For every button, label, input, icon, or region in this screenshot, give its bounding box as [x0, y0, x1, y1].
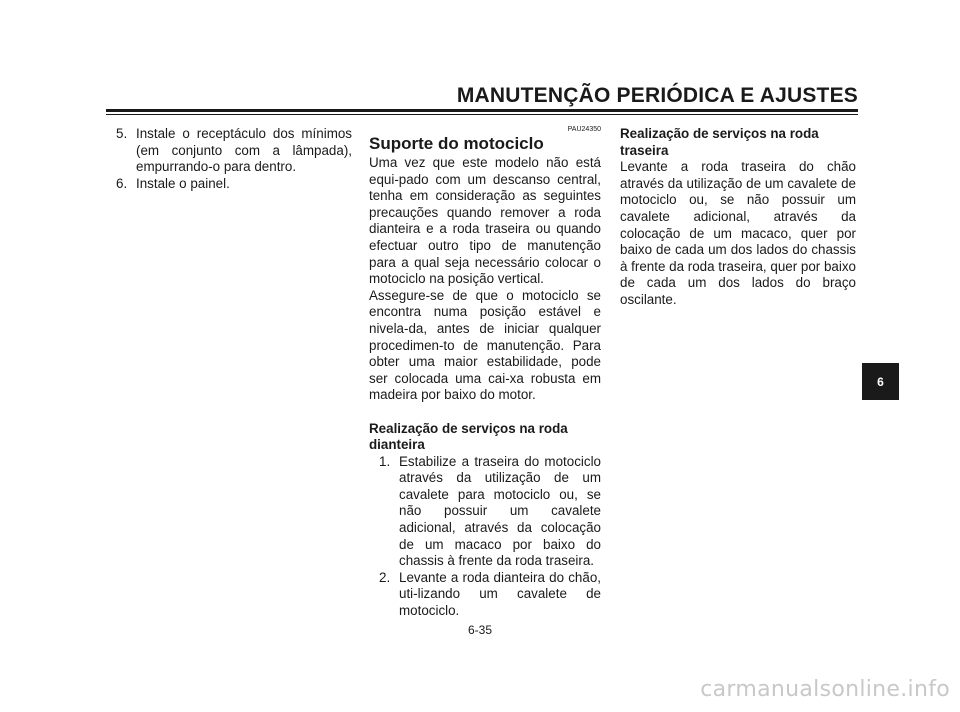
- column-middle: [369, 126, 601, 620]
- paragraph: Uma vez que este modelo não está equi-pado com um descanso central, tenha em consideração as seguintes precauções quando remover a roda dianteira e a roda traseira ou quando efectuar outro tipo de manutenção para a qual seja necessário colocar o motociclo na posição vertical.: [369, 155, 601, 287]
- list-item: [379, 570, 601, 620]
- list-item-text: Estabilize a traseira do motociclo através da utilização de um cavalete para motociclo ou, se não possuir um cavalete adicional, através da colocação de um macaco por baixo do chassis à frente da roda traseira.: [399, 453, 601, 569]
- list-item: [116, 176, 352, 193]
- list-item-number: 1.: [379, 453, 391, 469]
- steps-list: [369, 454, 601, 620]
- paragraph: Levante a roda traseira do chão através da utilização de um cavalete de motociclo ou, se não possuir um cavalete adicional, através da colocação de um macaco, quer por baixo de cada um dos lados do chassis à frente da roda traseira, quer por baixo de cada um dos lados do braço oscilante.: [620, 159, 856, 307]
- column-left: [116, 126, 352, 192]
- paragraph: Assegure-se de que o motociclo se encontra numa posição estável e nivela-da, antes de iniciar qualquer procedimen-to de manutenção. Para obter uma maior estabilidade, pode ser colocada uma cai-xa robusta em madeira por baixo do motor.: [369, 287, 601, 403]
- subheading-line: traseira: [620, 142, 669, 158]
- column-right: [620, 126, 856, 309]
- page-number: 6-35: [467, 623, 493, 637]
- list-item-text: Levante a roda dianteira do chão, uti-lizando um cavalete de motociclo.: [399, 569, 601, 619]
- list-item-number: 2.: [379, 569, 391, 585]
- list-item: [116, 126, 352, 176]
- list-item-number: 6.: [116, 175, 128, 191]
- header-rule-thin: [106, 114, 858, 115]
- subheading-line: dianteira: [369, 437, 425, 453]
- subheading-line: Realização de serviços na roda: [620, 126, 819, 141]
- list-item-number: 5.: [116, 126, 128, 141]
- watermark: carmanualsonline.info: [700, 677, 950, 702]
- list-item: [379, 454, 601, 570]
- page-header-title: MANUTENÇÃO PERIÓDICA E AJUSTES: [456, 84, 858, 107]
- list-item-text: Instale o receptáculo dos mínimos (em conjunto com a lâmpada), empurrando-o para dentro.: [136, 126, 352, 175]
- reference-code: PAU24350: [567, 126, 601, 133]
- spacer: [369, 404, 601, 421]
- header-rule-thick: [106, 109, 858, 112]
- chapter-tab: 6: [862, 363, 899, 400]
- section-heading: Suporte do motociclo: [369, 134, 544, 153]
- list-item-text: Instale o painel.: [136, 175, 230, 191]
- subheading-line: Realização de serviços na roda: [369, 420, 568, 436]
